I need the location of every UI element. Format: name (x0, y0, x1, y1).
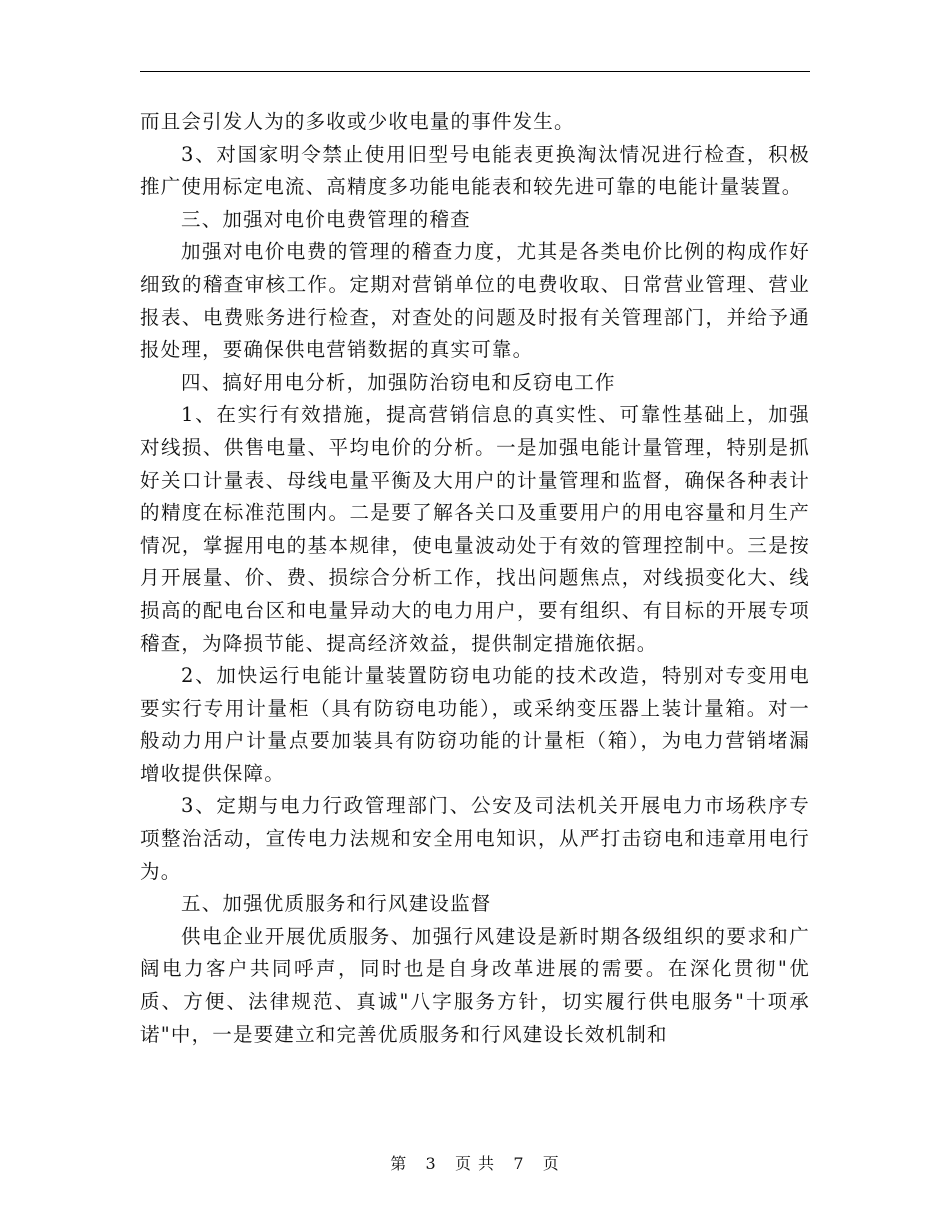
paragraph-7: 2、加快运行电能计量装置防窃电功能的技术改造，特别对专变用电要实行专用计量柜（具有防窃电功能），或采纳变压器上装计量箱。对一般动力用户计量点要加装具有防窃功能的计量柜（箱），为电力营销堵漏增收提供保障。 (140, 664, 810, 785)
section-heading-5: 五、加强优质服务和行风建设监督 (181, 892, 492, 916)
page-footer (0, 1151, 950, 1174)
header-rule (140, 71, 810, 72)
paragraph-1: 而且会引发人为的多收或少收电量的事件发生。 (140, 110, 575, 133)
paragraph-6: 1、在实行有效措施，提高营销信息的真实性、可靠性基础上，加强对线损、供售电量、平均电价的分析。一是加强电能计量管理，特别是抓好关口计量表、母线电量平衡及大用户的计量管理和监督，确保各种表计的精度在标准范围内。二是要了解各关口及重要用户的用电容量和月生产情况，掌握用电的基本规律，使电量波动处于有效的管理控制中。三是按月开展量、价、费、损综合分析工作，找出问题焦点，对线损变化大、线损高的配电台区和电量异动大的电力用户，要有组织、有目标的开展专项稽查，为降损节能、提高经济效益，提供制定措施依据。 (140, 403, 810, 655)
paragraph-10: 供电企业开展优质服务、加强行风建设是新时期各级组织的要求和广阔电力客户共同呼声，同时也是自身改革进展的需要。在深化贯彻"优质、方便、法律规范、真诚"八字服务方针，切实履行供电服务"十项承诺"中，一是要建立和完善优质服务和行风建设长效机制和 (140, 924, 810, 1046)
paragraph-8: 3、定期与电力行政管理部门、公安及司法机关开展电力市场秩序专项整治活动，宣传电力法规和安全用电知识，从严打击窃电和违章用电行为。 (140, 794, 810, 883)
section-heading-3: 三、加强对电价电费管理的稽查 (181, 207, 471, 231)
footer-total-pages: 7 (513, 1154, 525, 1173)
footer-current-page: 3 (425, 1154, 437, 1173)
paragraph-2: 3、对国家明令禁止使用旧型号电能表更换淘汰情况进行检查，积极推广使用标定电流、高精度多功能电能表和较先进可靠的电能计量装置。 (140, 142, 810, 199)
footer-suffix: 页 (542, 1154, 560, 1173)
footer-middle: 页 共 (454, 1154, 496, 1173)
section-heading-4: 四、搞好用电分析，加强防治窃电和反窃电工作 (181, 370, 616, 394)
paragraph-4: 加强对电价电费的管理的稽查力度，尤其是各类电价比例的构成作好细致的稽查审核工作。定期对营销单位的电费收取、日常营业管理、营业报表、电费账务进行检查，对查处的问题及时报有关管理部门，并给予通报处理，要确保供电营销数据的真实可靠。 (140, 240, 810, 362)
document-body (140, 106, 810, 1051)
footer-prefix: 第 (390, 1154, 408, 1173)
